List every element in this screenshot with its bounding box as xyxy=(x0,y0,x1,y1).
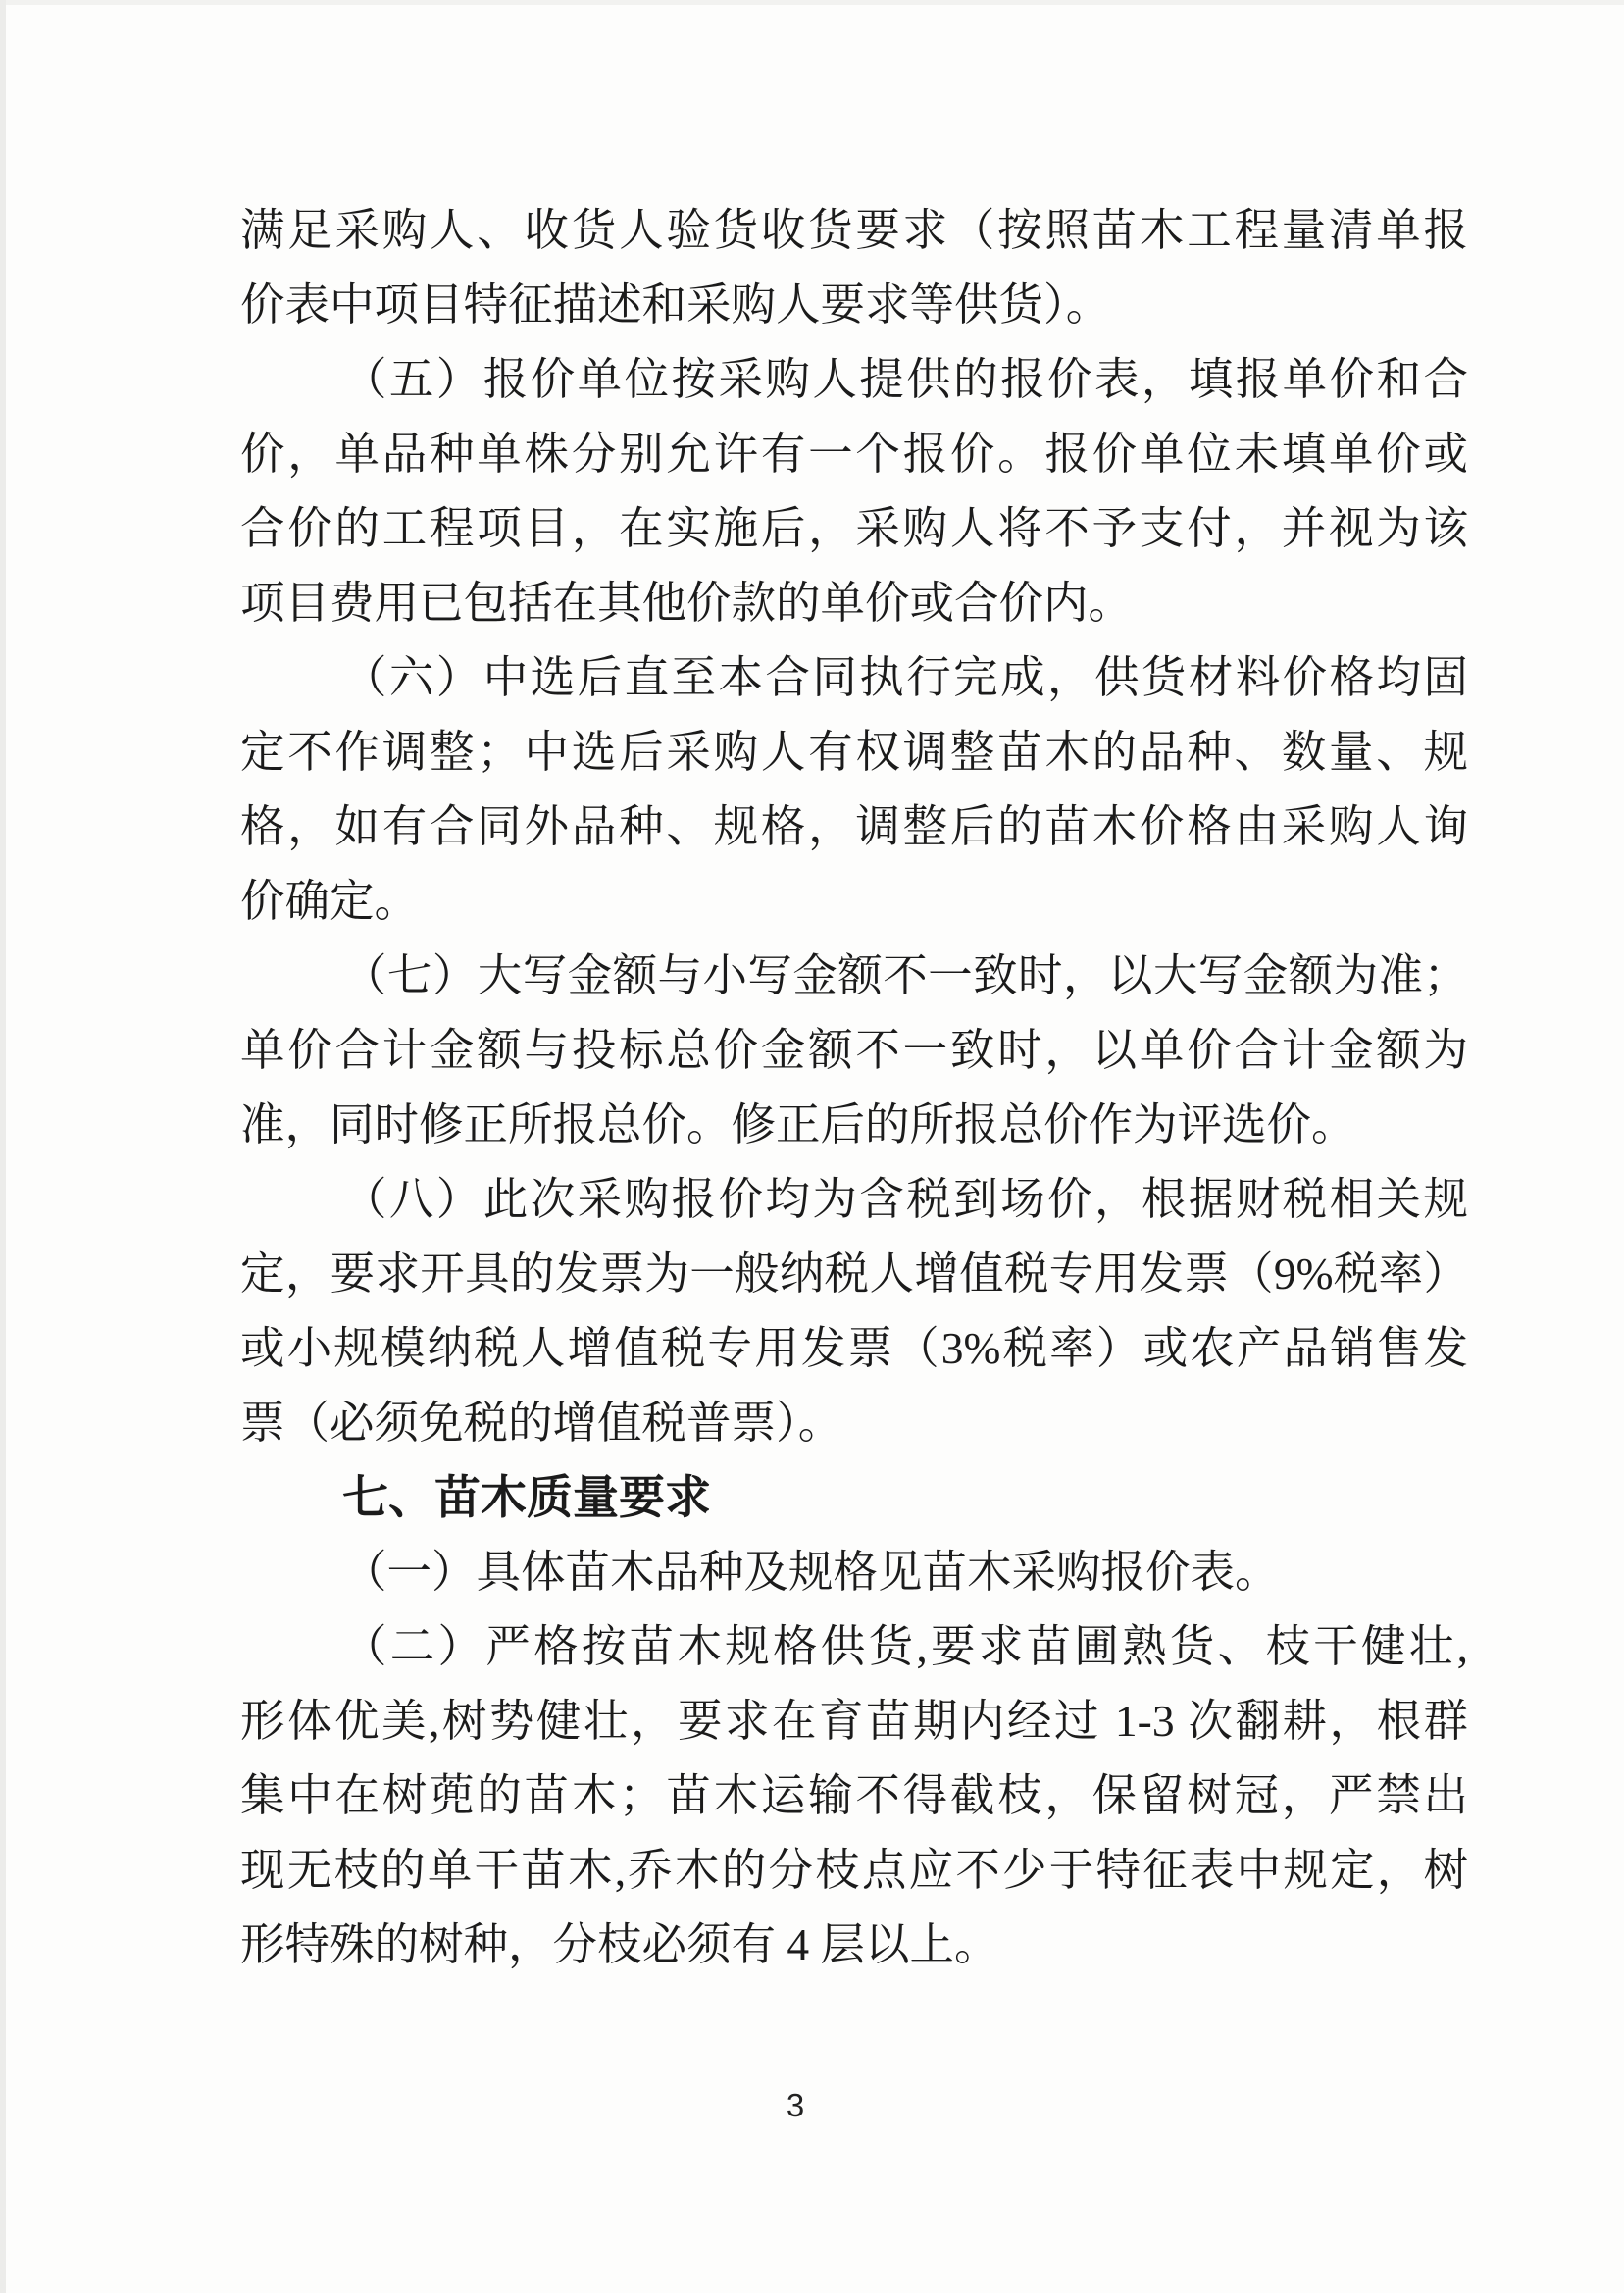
text-line: 满足采购人、收货人验货收货要求（按照苗木工程量清单报 xyxy=(240,205,1468,255)
text-line: 定不作调整；中选后采购人有权调整苗木的品种、数量、规 xyxy=(240,727,1468,777)
text-line: 或小规模纳税人增值税专用发票（3%税率）或农产品销售发 xyxy=(240,1323,1468,1373)
document-body xyxy=(240,193,1468,1982)
text-line: 价表中项目特征描述和采购人要求等供货）。 xyxy=(240,280,1111,330)
text-line: （二）严格按苗木规格供货,要求苗圃熟货、枝干健壮, xyxy=(342,1621,1468,1671)
text-line: 价确定。 xyxy=(240,876,420,926)
text-line: 定，要求开具的发票为一般纳税人增值税专用发票（9%税率） xyxy=(240,1248,1468,1299)
text-line: （一）具体苗木品种及规格见苗木采购报价表。 xyxy=(342,1547,1280,1597)
text-line: 单价合计金额与投标总价金额不一致时，以单价合计金额为 xyxy=(240,1025,1468,1075)
text-line: 票（必须免税的增值税普票）。 xyxy=(240,1398,843,1448)
text-line: （八）此次采购报价均为含税到场价，根据财税相关规 xyxy=(342,1174,1468,1224)
text-line: 集中在树蔸的苗木；苗木运输不得截枝，保留树冠，严禁出 xyxy=(240,1770,1468,1820)
text-line: （六）中选后直至本合同执行完成，供货材料价格均固 xyxy=(342,652,1468,702)
text-line: 合价的工程项目，在实施后，采购人将不予支付，并视为该 xyxy=(240,503,1468,553)
text-line: （五）报价单位按采购人提供的报价表，填报单价和合 xyxy=(342,354,1468,404)
text-line: 准，同时修正所报总价。修正后的所报总价作为评选价。 xyxy=(240,1099,1356,1149)
text-line: 现无枝的单干苗木,乔木的分枝点应不少于特征表中规定，树 xyxy=(240,1845,1468,1895)
text-line: （七）大写金额与小写金额不一致时，以大写金额为准； xyxy=(342,950,1468,1000)
page-number: 3 xyxy=(786,2087,805,2123)
scan-edge-top xyxy=(0,0,1624,5)
text-line: 价，单品种单株分别允许有一个报价。报价单位未填单价或 xyxy=(240,429,1468,479)
scan-edge-left xyxy=(0,0,6,2293)
section-heading: 七、苗木质量要求 xyxy=(342,1471,711,1523)
text-line: 形体优美,树势健壮，要求在育苗期内经过 1-3 次翻耕，根群 xyxy=(240,1696,1468,1746)
text-line: 形特殊的树种，分枝必须有 4 层以上。 xyxy=(240,1919,999,1969)
text-line: 项目费用已包括在其他价款的单价或合价内。 xyxy=(240,578,1134,628)
text-line: 格，如有合同外品种、规格，调整后的苗木价格由采购人询 xyxy=(240,801,1468,851)
